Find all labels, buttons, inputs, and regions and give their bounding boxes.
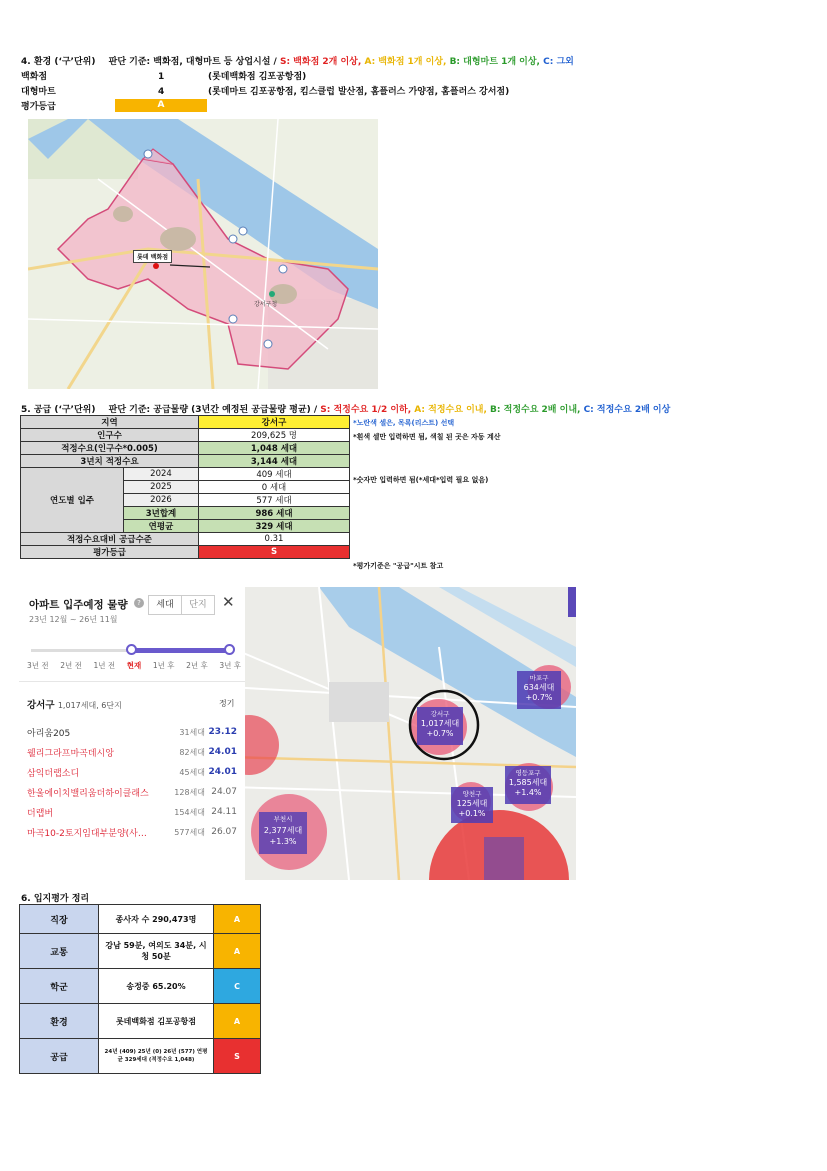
sec4-row-note: (롯데백화점 김포공항점) (208, 72, 307, 82)
item-date: 23.12 (208, 727, 237, 737)
avg-label: 연평균 (124, 520, 199, 533)
bubble-units: 2,377세대 (263, 826, 303, 835)
sec5-crit-b: B: 적정수요 2배 이내, (490, 405, 581, 415)
item-date: 24.01 (208, 747, 237, 757)
item-date: 24.01 (208, 767, 237, 777)
panel-range: 23년 12월 ~ 26년 11월 (29, 615, 118, 624)
sec4-title-line (21, 56, 574, 68)
summary-value: 송정중 65.20% (99, 969, 214, 1004)
summary-label: 공급 (20, 1039, 99, 1074)
item-name: 더랩버 (27, 808, 54, 819)
supply-grade-label: 평가등급 (21, 546, 199, 559)
list-item[interactable] (27, 802, 237, 822)
item-units: 31세대 (179, 727, 205, 737)
item-name: 한울에이치밸리움더하이클래스 (27, 788, 149, 799)
summary-grade: A (214, 905, 261, 934)
bubble-pct: +1.4% (514, 788, 542, 797)
summary-label: 직장 (20, 905, 99, 934)
note-number: *숫자만 입력하면 됨(*세대*입력 필요 없음) (353, 476, 489, 484)
ratio-value: 0.31 (199, 533, 350, 546)
year-input[interactable]: 577 세대 (199, 494, 350, 507)
sec4-grade-badge: A (115, 99, 207, 112)
year-input[interactable]: 409 세대 (199, 468, 350, 481)
bubble-name: 강서구 (430, 710, 450, 718)
summary-value: 롯데백화점 김포공항점 (99, 1004, 214, 1039)
summary-value: 24년 (409) 25년 (0) 26년 (577) 연평균 329세대 (적정수요 1,048) (99, 1039, 214, 1074)
bubble-name: 양천구 (462, 790, 482, 798)
item-units: 82세대 (179, 747, 205, 757)
region-label: 지역 (21, 416, 199, 429)
supply-map[interactable] (19, 587, 576, 880)
sum3-label: 3년합계 (124, 507, 199, 520)
sec4-crit-c: C: 그외 (543, 57, 574, 67)
summary-label: 환경 (20, 1004, 99, 1039)
list-item[interactable] (27, 762, 237, 782)
sec4-crit-b: B: 대형마트 1개 이상, (449, 57, 540, 67)
demand3-label: 3년치 적정수요 (21, 455, 199, 468)
region-name: 강서구 (27, 700, 55, 711)
timeline-selected-range (131, 648, 229, 653)
bubble-pct: +0.7% (426, 729, 454, 738)
sec4-criteria: 판단 기준: 백화점, 대형마트 등 상업시설 / (108, 57, 280, 67)
item-name: 삼익더랩소디 (27, 768, 80, 779)
item-name: 아리움205 (27, 728, 71, 739)
sec5-criteria: 판단 기준: 공급물량 (3년간 예정된 공급물량 평균) / (108, 405, 321, 415)
timeline-handle-end[interactable] (224, 644, 235, 655)
bubble-pct: +0.1% (458, 809, 486, 818)
region-detail: 1,017세대, 6단지 (57, 701, 122, 710)
demand-label: 적정수요(인구수*0.005) (21, 442, 199, 455)
bubble-name: 마포구 (529, 674, 549, 682)
supply-panel (19, 587, 245, 880)
sec4-title: 4. 환경 (‘구’단위) (21, 57, 96, 67)
bubble-units: 634세대 (523, 683, 555, 692)
timeline-labels (27, 660, 241, 671)
sec4-row-count: 4 (158, 87, 165, 97)
sec5-crit-c: C: 적정수요 2배 이상 (583, 405, 671, 415)
summary-label: 학군 (20, 969, 99, 1004)
bubble-pct: +0.7% (525, 693, 553, 702)
item-name: 마곡10-2토지임대부분양(사… (27, 828, 147, 839)
tab-complexes[interactable]: 단지 (181, 595, 215, 615)
summary-value: 강남 59분, 여의도 34분, 시청 50분 (99, 934, 214, 969)
region-select[interactable]: 강서구 (199, 416, 350, 429)
sec5-title: 5. 공급 (‘구’단위) (21, 405, 96, 415)
item-date: 24.11 (211, 807, 237, 817)
timeline-handle-start[interactable] (126, 644, 137, 655)
sec4-row-count: 1 (158, 72, 165, 82)
sec5-crit-a: A: 적정수요 이내, (414, 405, 487, 415)
panel-title: 아파트 입주예정 물량 (29, 599, 128, 611)
summary-grade: C (214, 969, 261, 1004)
bubble-yangcheon[interactable] (451, 787, 493, 823)
item-units: 577세대 (174, 827, 205, 837)
bubble-bucheon[interactable] (259, 812, 307, 854)
ratio-label: 적정수요대비 공급수준 (21, 533, 199, 546)
list-item[interactable] (27, 722, 237, 742)
note-white: *흰색 셀만 입력하면 됨, 색칠 된 곳은 자동 계산 (353, 433, 501, 441)
demand3-value: 3,144 세대 (199, 455, 350, 468)
timeline-label-current[interactable]: 현재 (126, 661, 142, 670)
note-yellow: *노란색 셀은, 목록(리스트) 선택 (353, 419, 455, 427)
map-store-label: 롯데 백화점 (133, 250, 172, 263)
gangseo-commerce-map[interactable] (28, 119, 378, 389)
complex-list (27, 722, 237, 842)
map-drawing (28, 119, 378, 389)
sum3-value: 986 세대 (199, 507, 350, 520)
demand-value: 1,048 세대 (199, 442, 350, 455)
avg-value: 329 세대 (199, 520, 350, 533)
supply-table (20, 415, 350, 559)
bubble-yeongdeungpo[interactable] (505, 766, 551, 804)
timeline-label[interactable]: 2년 후 (186, 661, 208, 670)
summary-table (19, 904, 261, 1074)
sec5-crit-s: S: 적정수요 1/2 이하, (320, 405, 412, 415)
population-label: 인구수 (21, 429, 199, 442)
region-header (27, 697, 122, 711)
list-item[interactable] (27, 822, 237, 842)
sec4-row-label: 대형마트 (21, 87, 56, 97)
yearly-label: 연도별 입주 (21, 468, 124, 533)
item-units: 128세대 (174, 787, 205, 797)
year-label: 2024 (124, 468, 199, 481)
sort-button[interactable]: 정기 (219, 699, 235, 708)
year-label: 2025 (124, 481, 199, 494)
timeline-label[interactable]: 1년 전 (93, 661, 116, 670)
item-name: 웰리그라프마곡데시앙 (27, 748, 114, 759)
note-criteria: *평가기준은 "공급"시트 참고 (353, 562, 444, 570)
tab-units[interactable]: 세대 (148, 595, 182, 615)
sec4-crit-s: S: 백화점 2개 이상, (279, 57, 362, 67)
year-label: 2026 (124, 494, 199, 507)
summary-grade: S (214, 1039, 261, 1074)
help-icon[interactable]: ? (134, 598, 144, 608)
timeline-label[interactable]: 2년 전 (60, 661, 82, 670)
summary-grade: A (214, 934, 261, 969)
sec4-row-note: (롯데마트 김포공항점, 킴스클럽 발산점, 홈플러스 가양점, 홈플러스 강서점) (208, 87, 510, 97)
item-date: 26.07 (211, 827, 237, 837)
bubble-name: 영등포구 (515, 769, 541, 777)
timeline-label[interactable]: 1년 후 (152, 661, 175, 670)
sec4-row-label: 백화점 (21, 72, 48, 82)
summary-label: 교통 (20, 934, 99, 969)
sec4-grade-label: 평가등급 (21, 102, 56, 112)
year-input[interactable]: 0 세대 (199, 481, 350, 494)
bubble-name: 부천시 (273, 815, 293, 823)
close-icon[interactable]: ✕ (222, 593, 235, 611)
sec4-crit-a: A: 백화점 1개 이상, (364, 57, 447, 67)
population-input[interactable]: 209,625 명 (199, 429, 350, 442)
summary-grade: A (214, 1004, 261, 1039)
summary-value: 종사자 수 290,473명 (99, 905, 214, 934)
panel-divider (19, 681, 245, 682)
list-item[interactable] (27, 742, 237, 762)
bubble-gangseo[interactable] (417, 707, 463, 745)
item-units: 45세대 (179, 767, 205, 777)
bubble-units: 125세대 (456, 799, 488, 808)
item-units: 154세대 (174, 807, 205, 817)
timeline-label[interactable]: 3년 후 (219, 661, 241, 670)
supply-grade-value: S (199, 546, 350, 559)
bubble-units: 1,017세대 (420, 719, 460, 728)
sec6-title: 6. 입지평가 정리 (21, 894, 90, 904)
list-item[interactable] (27, 782, 237, 802)
timeline-label[interactable]: 3년 전 (27, 661, 49, 670)
bubble-pct: +1.3% (269, 837, 297, 846)
item-date: 24.07 (211, 787, 237, 797)
map-caption: 강서구청 (254, 301, 278, 308)
bubble-units: 1,585세대 (508, 778, 548, 787)
bubble-mapo[interactable] (517, 671, 561, 709)
